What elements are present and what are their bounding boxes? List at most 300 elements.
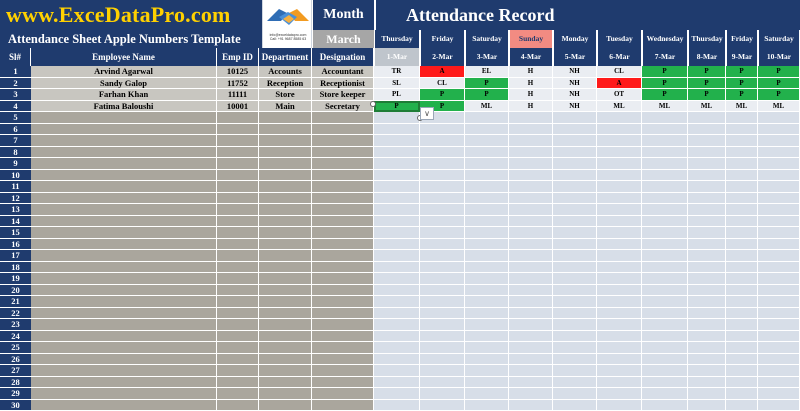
row-number[interactable]: 23 [0,319,31,331]
row-number[interactable]: 17 [0,250,31,262]
designation-cell[interactable] [312,204,374,216]
attendance-cell[interactable]: A [420,66,465,78]
department-cell[interactable] [259,377,312,389]
employee-name-cell[interactable] [31,135,217,147]
employee-name-cell[interactable] [31,158,217,170]
attendance-cell[interactable] [726,285,758,297]
designation-cell[interactable] [312,319,374,331]
department-cell[interactable] [259,112,312,124]
row-number[interactable]: 2 [0,78,31,90]
attendance-cell[interactable] [509,135,553,147]
department-cell[interactable] [259,147,312,159]
attendance-cell[interactable] [420,158,465,170]
attendance-cell[interactable] [758,365,800,377]
employee-name-cell[interactable] [31,170,217,182]
attendance-cell[interactable] [758,331,800,343]
attendance-cell[interactable]: H [509,89,553,101]
department-cell[interactable] [259,170,312,182]
attendance-cell[interactable] [465,365,509,377]
attendance-cell[interactable] [642,319,688,331]
attendance-cell[interactable] [642,170,688,182]
designation-cell[interactable] [312,308,374,320]
row-number[interactable]: 3 [0,89,31,101]
attendance-cell[interactable]: H [509,66,553,78]
department-cell[interactable] [259,227,312,239]
row-number[interactable]: 25 [0,342,31,354]
attendance-cell[interactable] [688,342,726,354]
row-number[interactable]: 13 [0,204,31,216]
designation-cell[interactable] [312,124,374,136]
attendance-cell[interactable] [420,331,465,343]
emp-id-column-header[interactable]: Emp ID [217,48,259,66]
attendance-cell[interactable] [374,181,420,193]
attendance-cell[interactable] [553,319,597,331]
attendance-cell[interactable] [374,273,420,285]
chevron-down-icon[interactable]: ∨ [420,107,434,120]
attendance-cell[interactable] [688,124,726,136]
attendance-cell[interactable] [465,135,509,147]
attendance-cell[interactable] [420,227,465,239]
attendance-cell[interactable]: P [642,89,688,101]
attendance-cell[interactable] [726,273,758,285]
attendance-cell[interactable] [726,308,758,320]
attendance-cell[interactable] [509,170,553,182]
attendance-cell[interactable] [374,112,420,124]
attendance-cell[interactable] [688,273,726,285]
employee-name-cell[interactable] [31,112,217,124]
department-cell[interactable] [259,239,312,251]
designation-cell[interactable] [312,296,374,308]
attendance-cell[interactable] [642,216,688,228]
attendance-cell[interactable] [688,250,726,262]
row-number[interactable]: 4 [0,101,31,113]
row-number[interactable]: 29 [0,388,31,400]
attendance-cell[interactable] [642,124,688,136]
employee-name-cell[interactable] [31,342,217,354]
attendance-cell[interactable] [597,273,642,285]
attendance-cell[interactable] [509,250,553,262]
attendance-cell[interactable] [726,296,758,308]
attendance-cell[interactable] [758,400,800,411]
day-header[interactable]: Thursday [688,30,726,48]
attendance-cell[interactable] [420,193,465,205]
attendance-cell[interactable] [465,239,509,251]
attendance-cell[interactable] [688,181,726,193]
emp-id-cell[interactable] [217,135,259,147]
attendance-cell[interactable] [758,204,800,216]
attendance-cell[interactable] [758,342,800,354]
emp-id-cell[interactable]: 11752 [217,78,259,90]
attendance-cell[interactable] [688,331,726,343]
attendance-cell[interactable] [642,377,688,389]
attendance-cell[interactable] [688,112,726,124]
department-cell[interactable] [259,204,312,216]
attendance-cell[interactable] [758,296,800,308]
department-cell[interactable] [259,135,312,147]
attendance-cell[interactable] [688,377,726,389]
emp-id-cell[interactable] [217,388,259,400]
attendance-cell[interactable] [509,354,553,366]
employee-name-cell[interactable] [31,377,217,389]
attendance-cell[interactable] [553,342,597,354]
attendance-cell[interactable] [553,216,597,228]
row-number[interactable]: 8 [0,147,31,159]
row-number[interactable]: 20 [0,285,31,297]
date-header[interactable]: 10-Mar [758,48,800,66]
designation-cell[interactable] [312,377,374,389]
attendance-cell[interactable] [374,296,420,308]
day-header[interactable]: Saturday [465,30,509,48]
attendance-cell[interactable]: P [642,78,688,90]
attendance-cell[interactable] [688,354,726,366]
attendance-cell[interactable]: OT [597,89,642,101]
attendance-cell[interactable] [553,388,597,400]
emp-id-cell[interactable]: 11111 [217,89,259,101]
attendance-cell[interactable] [509,216,553,228]
employee-name-cell[interactable]: Sandy Galop [31,78,217,90]
attendance-cell[interactable] [420,388,465,400]
attendance-cell[interactable] [465,147,509,159]
attendance-cell[interactable] [374,170,420,182]
attendance-cell[interactable] [688,135,726,147]
attendance-cell[interactable] [726,135,758,147]
day-header[interactable]: Monday [553,30,597,48]
attendance-cell[interactable] [553,400,597,411]
attendance-cell[interactable] [374,135,420,147]
designation-cell[interactable] [312,342,374,354]
attendance-cell[interactable] [465,400,509,411]
date-header[interactable]: 9-Mar [726,48,758,66]
attendance-cell[interactable] [597,239,642,251]
emp-id-cell[interactable] [217,216,259,228]
attendance-cell[interactable] [688,365,726,377]
attendance-cell[interactable] [597,204,642,216]
row-number[interactable]: 12 [0,193,31,205]
attendance-cell[interactable] [509,158,553,170]
attendance-cell[interactable]: ML [642,101,688,113]
attendance-cell[interactable] [553,285,597,297]
attendance-cell[interactable] [420,365,465,377]
attendance-cell[interactable] [758,388,800,400]
attendance-cell[interactable] [758,170,800,182]
attendance-cell[interactable] [726,331,758,343]
designation-cell[interactable] [312,365,374,377]
emp-id-cell[interactable]: 10125 [217,66,259,78]
attendance-cell[interactable]: NH [553,66,597,78]
attendance-cell[interactable]: H [509,78,553,90]
attendance-cell[interactable] [553,377,597,389]
attendance-cell[interactable] [465,181,509,193]
employee-name-cell[interactable] [31,273,217,285]
attendance-cell[interactable] [420,124,465,136]
attendance-cell[interactable] [420,354,465,366]
employee-name-cell[interactable] [31,400,217,411]
attendance-cell[interactable] [374,354,420,366]
attendance-cell[interactable] [758,112,800,124]
attendance-cell[interactable] [374,227,420,239]
emp-id-cell[interactable] [217,273,259,285]
attendance-cell[interactable] [374,342,420,354]
emp-id-cell[interactable] [217,319,259,331]
attendance-cell[interactable]: P [758,89,800,101]
department-cell[interactable] [259,250,312,262]
row-number[interactable]: 21 [0,296,31,308]
attendance-cell[interactable] [465,308,509,320]
emp-id-cell[interactable] [217,227,259,239]
department-cell[interactable] [259,354,312,366]
emp-id-cell[interactable] [217,262,259,274]
attendance-cell[interactable] [597,124,642,136]
attendance-cell[interactable]: P [726,89,758,101]
attendance-cell[interactable] [597,388,642,400]
attendance-cell[interactable] [726,365,758,377]
attendance-cell[interactable] [374,319,420,331]
attendance-cell[interactable] [642,285,688,297]
attendance-cell[interactable] [642,227,688,239]
attendance-cell[interactable] [420,147,465,159]
day-header[interactable]: Thursday [374,30,420,48]
attendance-cell[interactable] [420,273,465,285]
designation-cell[interactable] [312,250,374,262]
attendance-cell[interactable] [553,158,597,170]
attendance-cell[interactable] [758,239,800,251]
attendance-cell[interactable] [688,296,726,308]
employee-name-cell[interactable] [31,365,217,377]
attendance-cell[interactable] [758,227,800,239]
attendance-cell[interactable] [642,342,688,354]
attendance-cell[interactable] [465,216,509,228]
attendance-cell[interactable] [726,204,758,216]
designation-cell[interactable] [312,331,374,343]
attendance-cell[interactable] [688,204,726,216]
attendance-cell[interactable] [642,400,688,411]
employee-name-column-header[interactable]: Employee Name [31,48,217,66]
designation-cell[interactable] [312,400,374,411]
attendance-cell[interactable] [420,262,465,274]
attendance-cell[interactable] [465,354,509,366]
row-number[interactable]: 6 [0,124,31,136]
department-cell[interactable] [259,319,312,331]
attendance-cell[interactable]: P [642,66,688,78]
attendance-cell[interactable]: H [509,101,553,113]
row-number[interactable]: 28 [0,377,31,389]
attendance-cell[interactable] [420,250,465,262]
attendance-cell[interactable] [726,216,758,228]
employee-name-cell[interactable] [31,181,217,193]
department-cell[interactable] [259,388,312,400]
attendance-cell[interactable] [726,193,758,205]
department-cell[interactable] [259,342,312,354]
attendance-cell[interactable]: P [420,89,465,101]
emp-id-cell[interactable] [217,147,259,159]
attendance-cell[interactable] [688,285,726,297]
department-cell[interactable] [259,181,312,193]
attendance-cell[interactable]: P [465,89,509,101]
attendance-cell[interactable] [642,354,688,366]
attendance-cell[interactable] [420,170,465,182]
attendance-cell[interactable]: P [726,66,758,78]
attendance-cell[interactable] [642,331,688,343]
attendance-cell[interactable] [758,377,800,389]
attendance-cell[interactable] [758,285,800,297]
attendance-cell[interactable] [688,388,726,400]
sl-column-header[interactable]: Sl# [0,48,31,66]
department-cell[interactable]: Accounts [259,66,312,78]
attendance-cell[interactable]: NH [553,101,597,113]
employee-name-cell[interactable] [31,216,217,228]
month-value[interactable]: March [312,30,374,48]
attendance-cell[interactable]: A [597,78,642,90]
attendance-cell[interactable] [758,124,800,136]
attendance-cell[interactable] [758,147,800,159]
attendance-cell[interactable] [726,342,758,354]
date-header[interactable]: 5-Mar [553,48,597,66]
attendance-cell[interactable] [758,158,800,170]
department-cell[interactable] [259,331,312,343]
designation-cell[interactable] [312,193,374,205]
attendance-cell[interactable] [726,158,758,170]
selection-handle-start[interactable] [370,101,376,107]
attendance-cell[interactable] [509,124,553,136]
employee-name-cell[interactable]: Farhan Khan [31,89,217,101]
attendance-cell[interactable]: P [374,101,420,113]
attendance-cell[interactable] [597,400,642,411]
attendance-cell[interactable] [688,216,726,228]
row-number[interactable]: 14 [0,216,31,228]
emp-id-cell[interactable] [217,377,259,389]
attendance-cell[interactable] [465,342,509,354]
attendance-cell[interactable] [420,400,465,411]
attendance-cell[interactable] [726,239,758,251]
emp-id-cell[interactable] [217,204,259,216]
day-header[interactable]: Wednesday [642,30,688,48]
day-header[interactable]: Sunday [509,30,553,48]
attendance-cell[interactable] [374,204,420,216]
attendance-cell[interactable] [509,377,553,389]
employee-name-cell[interactable]: Fatima Baloushi [31,101,217,113]
designation-cell[interactable] [312,388,374,400]
attendance-cell[interactable] [597,250,642,262]
attendance-cell[interactable] [726,319,758,331]
attendance-cell[interactable] [726,388,758,400]
attendance-cell[interactable] [597,285,642,297]
attendance-cell[interactable] [465,296,509,308]
day-header[interactable]: Friday [420,30,465,48]
attendance-cell[interactable]: P [688,89,726,101]
attendance-cell[interactable] [597,216,642,228]
attendance-cell[interactable] [509,147,553,159]
attendance-cell[interactable] [597,262,642,274]
attendance-cell[interactable] [465,193,509,205]
department-cell[interactable] [259,285,312,297]
attendance-cell[interactable] [597,296,642,308]
attendance-cell[interactable]: TR [374,66,420,78]
attendance-cell[interactable] [597,342,642,354]
designation-cell[interactable] [312,262,374,274]
attendance-cell[interactable] [758,262,800,274]
emp-id-cell[interactable] [217,239,259,251]
attendance-cell[interactable] [374,239,420,251]
attendance-cell[interactable] [726,400,758,411]
attendance-cell[interactable] [509,388,553,400]
attendance-cell[interactable] [597,331,642,343]
attendance-cell[interactable] [374,331,420,343]
attendance-cell[interactable] [758,273,800,285]
emp-id-cell[interactable] [217,342,259,354]
designation-cell[interactable] [312,147,374,159]
row-number[interactable]: 16 [0,239,31,251]
attendance-cell[interactable] [420,342,465,354]
attendance-cell[interactable] [509,239,553,251]
attendance-cell[interactable]: SL [374,78,420,90]
row-number[interactable]: 18 [0,262,31,274]
emp-id-cell[interactable]: 10001 [217,101,259,113]
attendance-cell[interactable] [420,216,465,228]
attendance-cell[interactable] [374,158,420,170]
attendance-cell[interactable] [597,135,642,147]
attendance-cell[interactable] [688,158,726,170]
attendance-cell[interactable] [642,250,688,262]
attendance-cell[interactable] [509,308,553,320]
attendance-cell[interactable] [553,135,597,147]
attendance-cell[interactable] [688,193,726,205]
attendance-cell[interactable] [642,193,688,205]
attendance-cell[interactable] [726,124,758,136]
attendance-cell[interactable] [465,285,509,297]
attendance-cell[interactable] [420,135,465,147]
attendance-cell[interactable] [374,147,420,159]
attendance-cell[interactable] [465,273,509,285]
attendance-cell[interactable] [553,296,597,308]
attendance-cell[interactable] [420,296,465,308]
employee-name-cell[interactable] [31,193,217,205]
date-header[interactable]: 3-Mar [465,48,509,66]
emp-id-cell[interactable] [217,170,259,182]
attendance-cell[interactable]: P [758,78,800,90]
employee-name-cell[interactable] [31,262,217,274]
employee-name-cell[interactable] [31,250,217,262]
attendance-cell[interactable] [758,193,800,205]
attendance-cell[interactable]: P [465,78,509,90]
designation-cell[interactable] [312,181,374,193]
date-header[interactable]: 6-Mar [597,48,642,66]
designation-cell[interactable] [312,112,374,124]
department-cell[interactable]: Reception [259,78,312,90]
department-cell[interactable] [259,216,312,228]
employee-name-cell[interactable] [31,331,217,343]
attendance-cell[interactable] [465,377,509,389]
department-cell[interactable] [259,273,312,285]
attendance-cell[interactable] [509,262,553,274]
employee-name-cell[interactable] [31,319,217,331]
attendance-cell[interactable] [597,308,642,320]
attendance-cell[interactable] [509,400,553,411]
employee-name-cell[interactable] [31,147,217,159]
attendance-cell[interactable] [688,170,726,182]
attendance-cell[interactable] [726,354,758,366]
attendance-cell[interactable]: EL [465,66,509,78]
attendance-cell[interactable] [374,377,420,389]
row-number[interactable]: 27 [0,365,31,377]
attendance-cell[interactable] [465,388,509,400]
designation-column-header[interactable]: Designation [312,48,374,66]
emp-id-cell[interactable] [217,124,259,136]
attendance-cell[interactable]: CL [597,66,642,78]
attendance-cell[interactable] [642,204,688,216]
attendance-cell[interactable] [553,273,597,285]
brand-site-text[interactable]: www.ExceDataPro.com [6,2,231,27]
attendance-cell[interactable] [726,250,758,262]
